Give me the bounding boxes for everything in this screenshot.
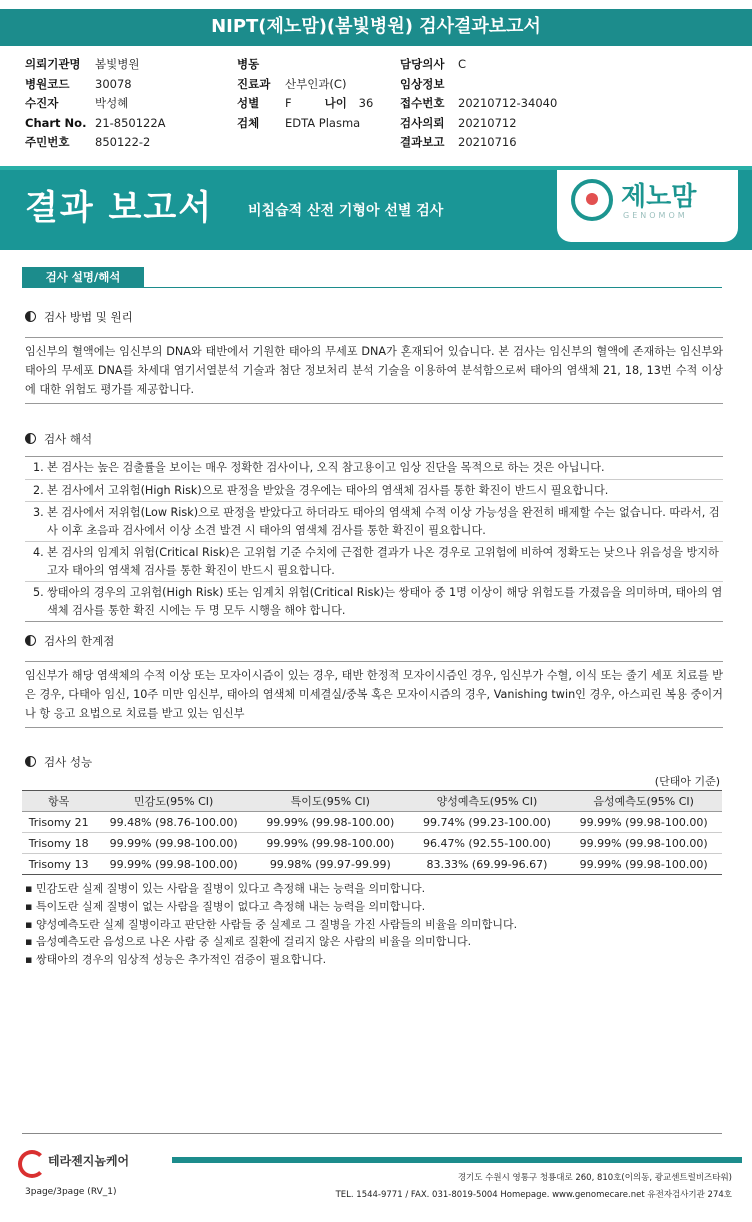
info-row (400, 114, 557, 134)
half-circle-icon (25, 311, 36, 322)
info-row (237, 94, 373, 114)
table-cell: 99.74% (99.23-100.00) (409, 812, 566, 833)
section-tab: 검사 설명/해석 (22, 267, 144, 287)
footer-divider (22, 1133, 722, 1134)
table-cell: 83.33% (69.99-96.67) (409, 854, 566, 875)
info-value: 산부인과(C) (285, 76, 347, 91)
banner-subtitle: 비침습적 산전 기형아 선별 검사 (248, 203, 444, 219)
heading-text: 검사 성능 (44, 755, 93, 769)
info-label: 병동 (237, 57, 260, 71)
age-value: 36 (358, 96, 374, 110)
info-row (25, 94, 166, 114)
half-circle-icon (25, 635, 36, 646)
table-cell: 99.98% (99.97-99.99) (252, 854, 409, 875)
method-heading (25, 309, 133, 325)
age-label: 나이 (324, 96, 347, 110)
item-text: 본 검사에서 저위험(Low Risk)으로 판정을 받았다고 하더라도 태아의 염색체 수적 이상 가능성을 완전히 배제할 수는 없습니다. 따라서, 검사 이후 초음파 검사에서 이상 소견 발견 시 태아의 염색체 검사를 통한 확진이 필요합니다. (47, 506, 720, 537)
table-header-row (22, 791, 722, 812)
note-item: ▪ 양성예측도란 실제 질병이라고 판단한 사람들 중 실제로 그 질병을 가진 사람들의 비율을 의미합니다. (25, 916, 517, 934)
info-row (400, 75, 557, 95)
table-cell: 99.99% (99.98-100.00) (565, 812, 722, 833)
info-value: 850122-2 (95, 135, 151, 149)
info-row (25, 75, 166, 95)
interpretation-list (25, 456, 723, 622)
theragen-logo-icon (18, 1150, 46, 1170)
info-row (237, 114, 373, 134)
table-row (22, 833, 722, 854)
genomom-logo-icon (571, 179, 613, 221)
section-divider (22, 287, 722, 288)
info-value: 30078 (95, 76, 132, 91)
item-number: 5. (33, 586, 44, 599)
list-item (25, 502, 723, 542)
company-name: 테라젠지놈케어 (48, 1153, 130, 1168)
half-circle-icon (25, 433, 36, 444)
info-value: C (458, 57, 467, 71)
heading-text: 검사 해석 (44, 432, 93, 446)
info-row (237, 75, 373, 95)
info-value: F (285, 96, 292, 110)
info-label: 결과보고 (400, 135, 445, 149)
table-cell: Trisomy 21 (22, 812, 95, 833)
method-text: 임신부의 혈액에는 임신부의 DNA와 태반에서 기원한 태아의 무세포 DNA가 혼재되어 있습니다. 본 검사는 임신부의 혈액에 존재하는 임신부와 태아의 무세포 DNA를 차세대 염기서열분석 기술과 첨단 정보처리 분석 기술을 이용하여 분석함으로써 태아의 염색체 21, 18, 13번 수적 이상에 대한 위험도 평가를 제공합니다. (25, 337, 723, 404)
info-label: 의뢰기관명 (25, 57, 81, 71)
info-value: 20210712 (458, 115, 517, 130)
column-header: 민감도(95% CI) (95, 791, 252, 812)
performance-basis: (단태아 기준) (654, 775, 720, 788)
banner-title: 결과 보고서 (25, 188, 214, 228)
note-item: ▪ 특이도란 실제 질병이 없는 사람을 질병이 없다고 측정해 내는 능력을 의미합니다. (25, 898, 517, 916)
info-value: 20210712-34040 (458, 96, 558, 110)
item-text: 본 검사에서 고위험(High Risk)으로 판정을 받았을 경우에는 태아의 염색체 검사를 통한 확진이 반드시 필요합니다. (47, 483, 609, 497)
logo-subtext: GENOMOM (623, 211, 688, 220)
info-label: 검체 (237, 115, 260, 130)
table-cell: Trisomy 18 (22, 833, 95, 854)
table-cell: 96.47% (92.55-100.00) (409, 833, 566, 854)
heading-text: 검사 방법 및 원리 (44, 310, 133, 324)
genomom-logo (557, 170, 738, 242)
table-row (22, 854, 722, 875)
info-value: EDTA Plasma (285, 115, 361, 130)
info-label: 진료과 (237, 76, 271, 91)
table-cell: 99.99% (99.98-100.00) (95, 854, 252, 875)
limitations-text: 임신부가 해당 염색체의 수적 이상 또는 모자이시즘이 있는 경우, 태반 한정적 모자이시즘인 경우, 임신부가 수혈, 이식 또는 줄기 세포 치료를 받은 경우, 다태아 임신, 10주 미만 임신부, 태아의 염색체 미세결실/중복 혹은 모자이시즘의 경우, Vanishing twin인 경우, 아스피린 복용 중이거나 항 응고 요법으로 치료를 받고 있는 임신부 (25, 661, 723, 728)
info-column-1 (25, 55, 166, 153)
info-label: 검사의뢰 (400, 115, 445, 130)
table-cell: 99.99% (99.98-100.00) (252, 833, 409, 854)
interpretation-heading (25, 431, 92, 447)
column-header: 음성예측도(95% CI) (565, 791, 722, 812)
footer-address (336, 1170, 732, 1204)
half-circle-icon (25, 756, 36, 767)
column-header: 항목 (22, 791, 95, 812)
item-number: 4. (33, 546, 44, 559)
report-title: NIPT(제노맘)(봄빛병원) 검사결과보고서 (0, 0, 752, 46)
info-row (25, 133, 166, 153)
column-header: 양성예측도(95% CI) (409, 791, 566, 812)
performance-notes (25, 880, 517, 969)
info-column-3 (400, 55, 557, 153)
info-label: Chart No. (25, 115, 87, 130)
item-text: 쌍태아의 경우의 고위험(High Risk) 또는 임계치 위험(Critical Risk)는 쌍태아 중 1명 이상이 해당 위험도를 가졌음을 의미하며, 태아의 염색체 검사를 통한 확진 시에는 두 명 모두 시행을 해야 합니다. (47, 586, 723, 617)
table-cell: 99.99% (99.98-100.00) (565, 854, 722, 875)
info-row (400, 133, 557, 153)
info-row (237, 55, 373, 75)
item-text: 본 검사의 임계치 위험(Critical Risk)은 고위험 기준 수치에 근접한 결과가 나온 경우로 고위험에 비하여 정확도는 낮으나 위음성을 방지하고자 태아의 염색체 검사를 통한 확진이 반드시 필요합니다. (47, 546, 719, 577)
info-value: 21-850122A (95, 115, 166, 130)
info-label: 주민번호 (25, 135, 70, 149)
info-row (25, 55, 166, 75)
item-number: 3. (33, 506, 44, 519)
list-item (25, 457, 723, 480)
info-row (400, 55, 557, 75)
item-number: 1. (33, 461, 44, 474)
table-cell: 99.99% (99.98-100.00) (252, 812, 409, 833)
table-cell: 99.99% (99.98-100.00) (95, 833, 252, 854)
note-item: ▪ 쌍태아의 경우의 임상적 성능은 추가적인 검증이 필요합니다. (25, 951, 517, 969)
item-number: 2. (33, 483, 44, 497)
info-value: 20210716 (458, 135, 517, 149)
list-item (25, 582, 723, 621)
list-item (25, 542, 723, 582)
info-label: 접수번호 (400, 96, 445, 110)
address-line: 경기도 수원시 영통구 청룡대로 260, 810호(이의동, 광교센트럴비즈타워) (457, 1173, 732, 1183)
contact-line: TEL. 1544-9771 / FAX. 031-8019-5004 Homepage. www.genomecare.net 유전자검사기관 274호 (335, 1190, 732, 1200)
info-label: 성별 (237, 96, 260, 110)
report-banner (0, 166, 752, 250)
info-label: 담당의사 (400, 57, 445, 71)
heading-text: 검사의 한계점 (44, 634, 115, 648)
info-column-2 (237, 55, 373, 133)
table-cell: Trisomy 13 (22, 854, 95, 875)
info-value: 박성혜 (95, 96, 129, 110)
footer-bar (172, 1157, 742, 1163)
list-item (25, 480, 723, 503)
performance-table (22, 790, 722, 875)
logo-text: 제노맘 (621, 182, 697, 212)
info-row (400, 94, 557, 114)
performance-heading (25, 754, 92, 770)
note-item: ▪ 음성예측도란 음성으로 나온 사람 중 실제로 질환에 걸리지 않은 사람의 비율을 의미합니다. (25, 933, 517, 951)
table-row (22, 812, 722, 833)
info-row (25, 114, 166, 134)
item-text: 본 검사는 높은 검출률을 보이는 매우 정확한 검사이나, 오직 참고용이고 임상 진단을 목적으로 하는 것은 아닙니다. (47, 461, 605, 474)
info-label: 병원코드 (25, 76, 70, 91)
note-item: ▪ 민감도란 실제 질병이 있는 사람을 질병이 있다고 측정해 내는 능력을 의미합니다. (25, 880, 517, 898)
limitations-heading (25, 633, 114, 649)
column-header: 특이도(95% CI) (252, 791, 409, 812)
table-cell: 99.48% (98.76-100.00) (95, 812, 252, 833)
table-cell: 99.99% (99.98-100.00) (565, 833, 722, 854)
info-value: 봄빛병원 (95, 57, 140, 71)
info-label: 임상정보 (400, 76, 445, 91)
info-label: 수진자 (25, 96, 59, 110)
page-number: 3page/3page (RV_1) (25, 1187, 117, 1197)
company-logo (18, 1150, 129, 1170)
